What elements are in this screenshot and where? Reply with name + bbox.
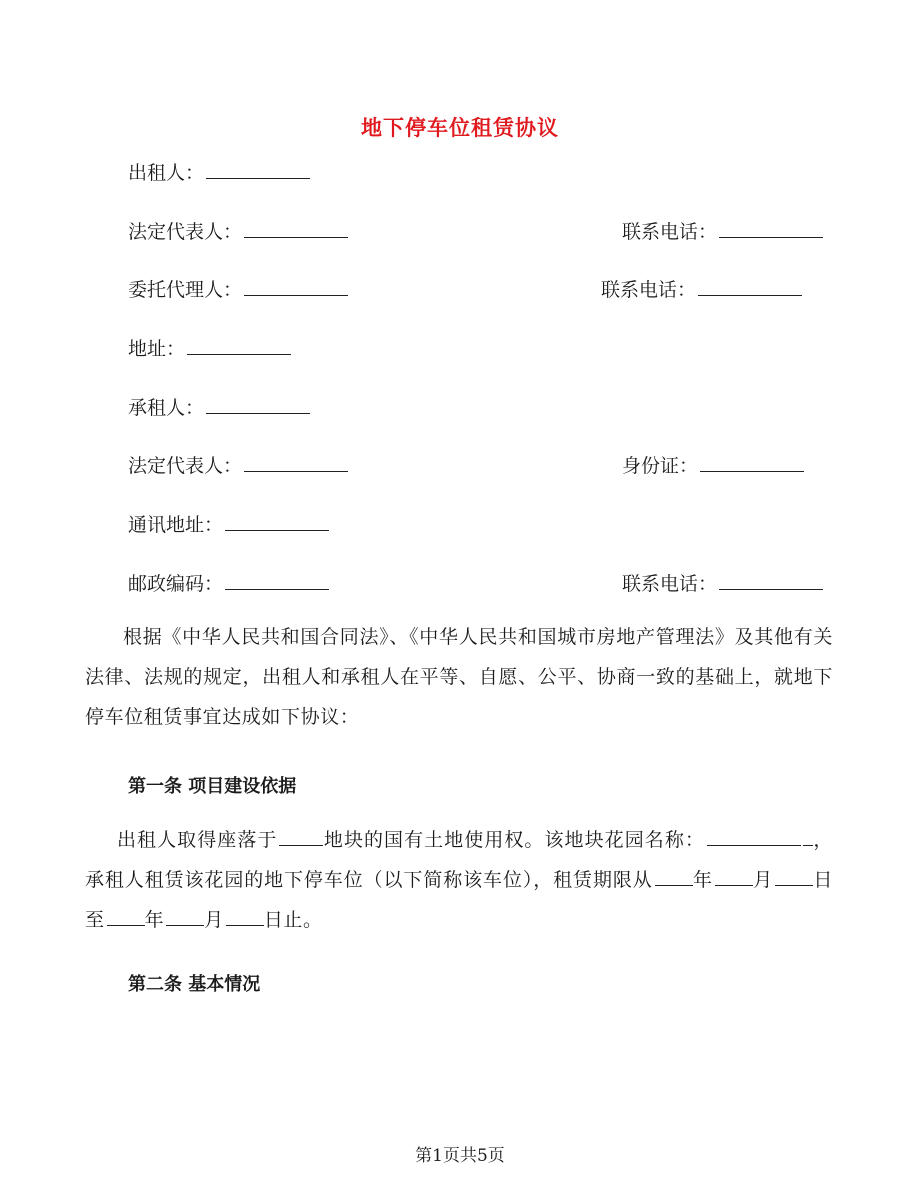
agent-label: 委托代理人： <box>128 279 243 301</box>
article-2-heading: 第二条 基本情况 <box>128 974 261 995</box>
start-month-blank[interactable] <box>715 867 753 886</box>
lessor-field <box>128 160 310 184</box>
lessor-legal-rep-blank[interactable] <box>244 219 348 238</box>
lessor-phone-blank[interactable] <box>719 219 823 238</box>
article-1-month-label: 月 <box>752 869 774 891</box>
lessor-phone-field <box>622 219 823 243</box>
postal-code-blank[interactable] <box>225 571 329 590</box>
article-1-text-2: 地块的国有土地使用权。该地块花园名称： <box>323 829 705 851</box>
agent-phone-field <box>601 277 802 301</box>
address-field <box>128 336 291 360</box>
lessor-legal-rep-field <box>128 219 348 243</box>
agent-field <box>128 277 348 301</box>
mail-address-field <box>128 512 329 536</box>
address-blank[interactable] <box>187 336 291 355</box>
agent-phone-label: 联系电话： <box>601 279 697 301</box>
lessor-label: 出租人： <box>128 162 205 184</box>
end-year-blank[interactable] <box>107 907 145 926</box>
mail-address-blank[interactable] <box>225 512 329 531</box>
lessee-legal-rep-field <box>128 453 348 477</box>
garden-name-blank-continued[interactable] <box>803 827 813 846</box>
lessee-phone-label: 联系电话： <box>622 573 718 595</box>
lessee-blank[interactable] <box>206 395 310 414</box>
id-card-field <box>622 453 804 477</box>
agent-phone-blank[interactable] <box>698 277 802 296</box>
article-1-paragraph <box>85 820 833 940</box>
intro-paragraph: 根据《中华人民共和国合同法》、《中华人民共和国城市房地产管理法》及其他有关法律、法规的规定，出租人和承租人在平等、自愿、公平、协商一致的基础上，就地下停车位租赁事宜达成如下协议： <box>85 626 833 728</box>
lessee-legal-rep-blank[interactable] <box>244 453 348 472</box>
start-day-blank[interactable] <box>775 867 813 886</box>
page-number: 第1页共5页 <box>415 1146 505 1166</box>
article-1-year-label: 年 <box>692 869 713 891</box>
lessor-legal-rep-label: 法定代表人： <box>128 221 243 243</box>
garden-name-blank[interactable] <box>707 827 801 846</box>
lessee-field <box>128 395 310 419</box>
article-1-day-to-label: 日至 <box>85 869 834 931</box>
start-year-blank[interactable] <box>655 867 693 886</box>
article-1-year2-label: 年 <box>144 909 165 931</box>
lessee-phone-blank[interactable] <box>719 571 823 590</box>
document-title: 地下停车位租赁协议 <box>361 115 559 140</box>
plot-location-blank[interactable] <box>279 827 323 846</box>
end-day-blank[interactable] <box>226 907 264 926</box>
postal-code-label: 邮政编码： <box>128 573 224 595</box>
address-label: 地址： <box>128 338 186 360</box>
postal-code-field <box>128 571 329 595</box>
lessor-blank[interactable] <box>206 160 310 179</box>
mail-address-label: 通讯地址： <box>128 514 224 536</box>
id-card-label: 身份证： <box>622 455 699 477</box>
agent-blank[interactable] <box>244 277 348 296</box>
lessee-phone-field <box>622 571 823 595</box>
end-month-blank[interactable] <box>166 907 204 926</box>
article-1-month2-label: 月 <box>204 909 224 931</box>
article-1-text-3: ，承租人租赁该花园的地下停车位（以下简称该车位），租赁期限从 <box>85 829 833 891</box>
article-1-heading: 第一条 项目建设依据 <box>128 776 297 797</box>
lessee-legal-rep-label: 法定代表人： <box>128 455 243 477</box>
article-1-end-label: 日止。 <box>263 909 323 931</box>
article-1-text-1: 出租人取得座落于 <box>117 829 278 851</box>
lessee-label: 承租人： <box>128 397 205 419</box>
lessor-phone-label: 联系电话： <box>622 221 718 243</box>
id-card-blank[interactable] <box>700 453 804 472</box>
